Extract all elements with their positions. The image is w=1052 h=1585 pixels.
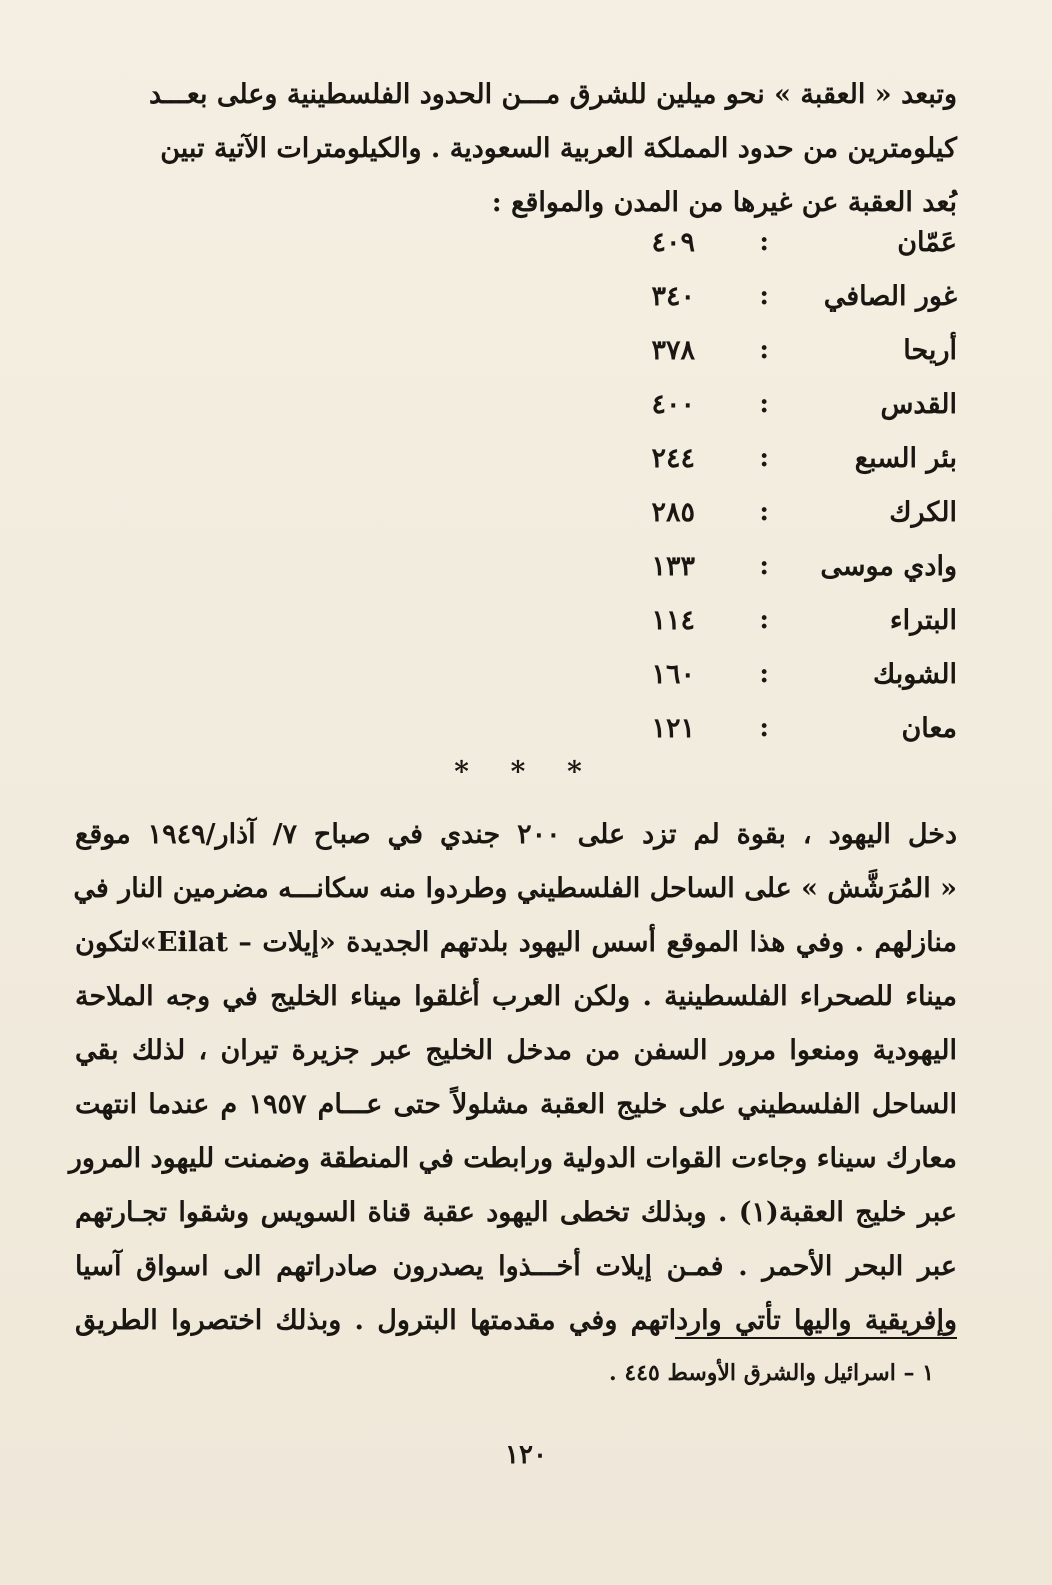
place-name: البتراء [889,605,957,636]
distance-row [437,275,957,329]
distance-km: ١٣٣ [651,551,695,582]
distance-km: ١١٤ [651,605,695,636]
text-line: معارك سيناء وجاءت القوات الدولية ورابطت في المنطقة وضمنت لليهود المرور [68,1143,957,1174]
intro-paragraph [70,68,957,230]
text-line: ميناء للصحراء الفلسطينية . ولكن العرب أغلقوا ميناء الخليج في وجه الملاحة [75,981,957,1012]
separator: : [759,659,769,689]
distance-row [437,707,957,761]
text-line: وتبعد « العقبة » نحو ميلين للشرق مـــن الحدود الفلسطينية وعلى بعـــد [149,79,957,110]
footnote: ١ – اسرائيل والشرق الأوسط ٤٤٥ . [609,1360,934,1386]
distance-row [437,383,957,437]
place-name: بئر السبع [854,443,957,474]
distance-row [437,599,957,653]
place-name: الكرك [889,497,957,528]
section-divider: * * * [454,755,598,788]
separator: : [759,443,769,473]
separator: : [759,335,769,365]
page-number: ١٢٠ [505,1440,547,1470]
distance-km: ٣٧٨ [651,335,695,366]
text-line: منازلهم . وفي هذا الموقع أسس اليهود بلدتهم الجديدة «إيلات – Eilat»لتكون [75,927,957,958]
distance-km: ٣٤٠ [651,281,695,312]
place-name: عَمّان [897,227,957,258]
text-line: كيلومترين من حدود المملكة العربية السعودية . والكيلومترات الآتية تبين [160,133,957,164]
text-line: بُعد العقبة عن غيرها من المدن والمواقع : [491,187,957,218]
text-line: الساحل الفلسطيني على خليج العقبة مشلولاً حتى عـــام ١٩٥٧ م عندما انتهت [75,1089,957,1120]
separator: : [759,605,769,635]
separator: : [759,497,769,527]
text-line: « المُرَشَّش » على الساحل الفلسطيني وطردوا منه سكانـــه مضرمين النار في [73,873,957,904]
separator: : [759,389,769,419]
separator: : [759,713,769,743]
separator: : [759,551,769,581]
text-line: وإفريقية واليها تأتي وارداتهم وفي مقدمتها البترول . وبذلك اختصروا الطريق [75,1305,957,1336]
text-line: اليهودية ومنعوا مرور السفن من مدخل الخليج عبر جزيرة تيران ، لذلك بقي [75,1035,957,1066]
text-line: دخل اليهود ، بقوة لم تزد على ٢٠٠ جندي في صباح ٧/ آذار/١٩٤٩ موقع [75,819,958,850]
place-name: الشوبك [872,659,957,690]
distance-km: ٤٠٠ [651,389,695,420]
distance-row [437,329,957,383]
distance-row [437,653,957,707]
distance-table [437,221,957,761]
distance-row [437,491,957,545]
distance-km: ١٢١ [651,713,695,744]
place-name: وادي موسى [820,551,957,582]
distance-row [437,221,957,275]
distance-row [437,437,957,491]
text-line: عبر خليج العقبة(١) . وبذلك تخطى اليهود عقبة قناة السويس وشقوا تجـارتهم [75,1197,957,1228]
separator: : [759,227,769,257]
place-name: القدس [880,389,957,420]
distance-row [437,545,957,599]
place-name: معان [901,713,957,744]
place-name: غور الصافي [823,281,957,312]
distance-km: ١٦٠ [651,659,695,690]
footnote-rule [675,1337,957,1339]
separator: : [759,281,769,311]
distance-km: ٢٤٤ [651,443,695,474]
text-line: عبر البحر الأحمر . فمـن إيلات أخـــذوا يصدرون صادراتهم الى اسواق آسيا [75,1251,957,1282]
body-paragraph [68,808,958,1348]
place-name: أريحا [903,335,957,366]
distance-km: ٢٨٥ [651,497,695,528]
distance-km: ٤٠٩ [651,227,695,258]
